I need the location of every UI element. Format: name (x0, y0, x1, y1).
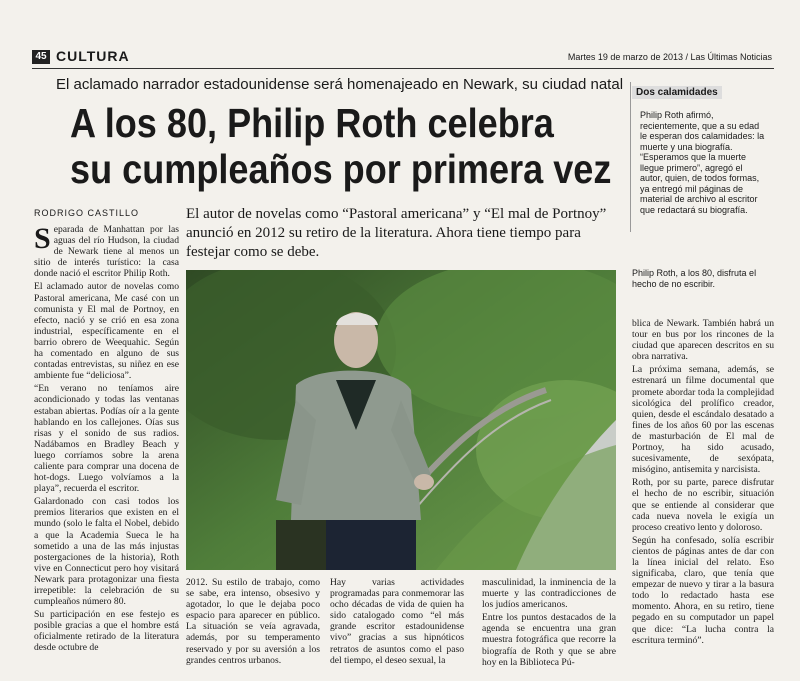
sidebar-title: Dos calamidades (632, 86, 722, 99)
col5-paragraph-2: La próxima semana, además, se estrenará un filme documental que promete abordar toda la complejidad sicológica del prolífico creador, quien, desde el escándalo desatado a fines de los años 60 por las escenas de masturbación de El mal de Portnoy, ha sido acusado, sucesivamente, de sexópata, misógino, antisemita y narcisista. (632, 364, 774, 476)
headline-line-2: su cumpleaños por primera vez (70, 146, 612, 192)
photo-philip-roth (186, 270, 616, 570)
col1-paragraph-1: eparada de Manhattan por las aguas del río Hudson, la ciudad de Newark tiene al menos un sitio de interés turístico: la casa donde nació el escritor Philip Roth. (34, 224, 179, 280)
col5-paragraph-3: Roth, por su parte, parece disfrutar el hecho de no escribir, situación que se entiende al considerar que cada nueva novela le exigía un proceso creativo lento y doloroso. (632, 477, 774, 533)
byline: RODRIGO CASTILLO (34, 208, 140, 218)
sidebar-body: Philip Roth afirmó, recientemente, que a su edad le esperan dos calamidades: la muerte y una biografía. “Esperamos que la muerte llegue primero”, agregó el autor, quien, de todos formas, ya entregó mil páginas de material de archivo al escritor que redactará su biografía. (640, 110, 765, 215)
article-column-2: 2012. Su estilo de trabajo, como se sabe, era intenso, obsesivo y agotador, lo que le dejaba poco espacio para aparecer en público. La situación se veía agravada, además, por su temperamento reservado y por su aversión a los grandes centros urbanos. (186, 577, 320, 666)
deck: El autor de novelas como “Pastoral americana” y “El mal de Portnoy” anunció en 2012 su retiro de la literatura. Ahora tiene tiempo para festejar como se debe. (186, 206, 607, 260)
col1-paragraph-4: Galardonado con casi todos los premios literarios que existen en el mundo (solo le falta el Nobel, debido a que la Academia Sueca le ha sometido a una de las más injustas postergaciones de la historia), Roth vive en Connecticut pero hoy visitará Newark para protagonizar una fiesta irrepetible: la celebración de su cumpleaños número 80. (34, 496, 179, 608)
page-number-badge: 45 (32, 50, 50, 64)
col4-paragraph-2: Entre los puntos destacados de la agenda se encuentra una gran muestra fotográfica que recorre la biografía de Roth y que se abre hoy en la Biblioteca Pú- (482, 612, 616, 668)
sidebar-divider (630, 82, 631, 232)
section-name: CULTURA (56, 48, 130, 64)
col5-paragraph-4: Según ha confesado, solía escribir cientos de páginas antes de dar con la línea inicial del relato. Eso significaba, claro, que tenía que empezar de nuevo y tirar a la basura todo lo redactado hasta ese momento. Ahora, en su retiro, tiene pegado en su computador un papel que dice: “La lucha contra la escritura terminó”. (632, 534, 774, 646)
col1-paragraph-3: “En verano no teníamos aire acondicionado y todas las ventanas estaban abiertas. Podías oír a la gente hablando en los callejones. Oías sus risas y el sonido de sus radios. Nadábamos en Bradley Beach y luego corríamos sobre la arena caliente para comprar una docena de hot-dogs. Luego volvíamos a la playa”, recuerda el escritor. (34, 383, 179, 495)
dateline: Martes 19 de marzo de 2013 / Las Últimas Noticias (567, 52, 772, 62)
drop-cap: S (34, 222, 51, 255)
col4-paragraph-1: masculinidad, la inminencia de la muerte y las contradicciones de los judíos americanos. (482, 577, 616, 611)
article-column-1 (34, 224, 179, 656)
col1-paragraph-5: Su participación en ese festejo es posible gracias a que el hombre está oficialmente retirado de la literatura desde octubre de (34, 609, 179, 654)
col1-paragraph-2: El aclamado autor de novelas como Pastoral americana, Me casé con un comunista y El mal de Portnoy, en efecto, nació y se crió en esa zona industrial, específicamente en el barrio obrero de Weequahic. Según ha comentado en alguno de sus contadas entrevistas, su niñez en ese ambiente fue “deliciosa”. (34, 281, 179, 382)
photo-illustration (186, 270, 616, 570)
headline (70, 100, 612, 192)
article-column-3: Hay varias actividades programadas para conmemorar las ocho décadas de vida de quien ha sido catalogado como “el más grande escritor estadounidense vivo” gracias a sus hipnóticos retratos de asuntos como el paso del tiempo, el deseo sexual, la (330, 577, 464, 666)
headline-line-1: A los 80, Philip Roth celebra (70, 100, 554, 146)
photo-caption: Philip Roth, a los 80, disfruta el hecho de no escribir. (632, 268, 757, 289)
col5-paragraph-1: blica de Newark. También habrá un tour en bus por los rincones de la ciudad que aparecen descritos en su obra narrativa. (632, 318, 774, 363)
kicker: El aclamado narrador estadounidense será homenajeado en Newark, su ciudad natal (56, 76, 624, 93)
article-column-5 (632, 318, 774, 648)
article-column-4 (482, 577, 616, 670)
